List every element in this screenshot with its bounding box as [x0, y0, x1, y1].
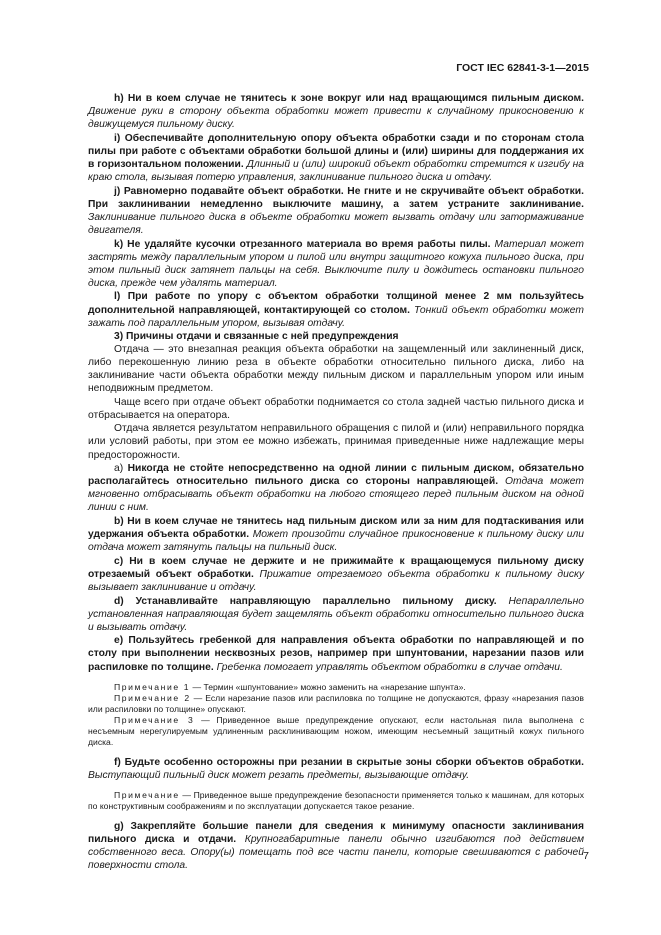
note-4: Примечание — Приведенное выше предупреждение безопасности применяется только к машинам, для которых по конструктивным соображениям и по эксплуатации допускается такое резание. — [88, 789, 584, 811]
paragraph-j: j) Равномерно подавайте объект обработки. Не гните и не скручивайте объект обработки. При заклинивании немедленно выключите машину, а затем устраните заклинивание. Заклинивание пильного диска в объекте обработки может вызвать отдачу или затормаживание двигателя. — [88, 185, 584, 236]
note-1: Примечание 1 — Термин «шпунтование» можно заменить на «нарезание шпунта». — [114, 681, 466, 692]
section-heading-kickback: 3) Причины отдачи и связанные с ней предупреждения — [114, 330, 399, 342]
paragraph-e: e) Пользуйтесь гребенкой для направления объекта обработки по направляющей и по столу при выполнении несквозных резов, например при шпунтовании, нарезании пазов или распиловке по толщине. Гребенка помогает управлять объектом обработки в случае отдачи. — [88, 635, 584, 673]
paragraph-b: b) Ни в коем случае не тянитесь над пильным диском или за ним для подтаскивания или удержания объекта обработки. Может произойти случайное прикосновение к пильному диску или отдача может затянуть пальцы на пильный диск. — [88, 516, 584, 554]
paragraph-i: i) Обеспечивайте дополнительную опору объекта обработки сзади и по сторонам стола пилы при работе с объектами обработки большой длины и (или) ширины для поддержания их в горизонтальном положении. Длинный и (или) широкий объект обработки стремится к изгибу на краю стола, вызывая потерю управления, заклинивание пильного диска и отдачу. — [88, 132, 585, 184]
paragraph-g: g) Закрепляйте большие панели для сведения к минимуму опасности заклинивания пильного диска и отдачи. Крупногабаритные панели обычно изгибаются под действием собственного веса. Опору(ы) помещать под все части панели, которые свешиваются с рабочей поверхности стола. — [88, 820, 585, 872]
note-2: Примечание 2 — Если нарезание пазов или распиловка по толщине не допускаются, фразу «нарезания пазов или распиловки по толщине» опускают. — [88, 692, 585, 714]
paragraph-c: c) Ни в коем случае не держите и не прижимайте к вращающемуся пильному диску отрезаемый объект обработки. Прижатие отрезаемого объекта обработки к пильному диску вызывает заклинивание и отдачу. — [88, 555, 585, 593]
note-3: Примечание 3 — Приведенное выше предупреждение опускают, если настольная пила выполнена с несъемным нерегулируемым удлиненным расклинивающим ножом, имеющим несъемный защитный кожух пильного диска. — [88, 714, 585, 747]
document-header: ГОСТ IEC 62841-3-1—2015 — [456, 62, 589, 74]
paragraph-h: h) Ни в коем случае не тянитесь к зоне вокруг или над вращающимся пильным диском. Движение руки в сторону объекта обработки может привести к случайному прикосновению к движущемуся пильному диску. — [88, 93, 584, 131]
paragraph-l: l) При работе по упору с объектом обработки толщиной менее 2 мм пользуйтесь дополнительной направляющей, контактирующей со столом. Тонкий объект обработки может зажать под параллельным упором, вызывая отдачу. — [88, 291, 584, 329]
paragraph-a: а) Никогда не стойте непосредственно на одной линии с пильным диском, обязательно располагайтесь относительно пильного диска со стороны направляющей. Отдача может мгновенно отбрасывать объект обработки на любого стоящего перед пильным диском на одной линии с ним. — [88, 463, 584, 514]
kickback-paragraph-2: Чаще всего при отдаче объект обработки поднимается со стола задней частью пильного диска и отбрасывается на оператора. — [88, 396, 584, 421]
page-number: 7 — [583, 850, 589, 862]
document-body — [88, 92, 584, 872]
paragraph-d: d) Устанавливайте направляющую параллельно пильному диску. Непараллельно установленная направляющая будет защемлять объект обработки относительно пильного диска и вызывать отдачу. — [88, 595, 584, 633]
paragraph-k: k) Не удаляйте кусочки отрезанного материала во время работы пилы. Материал может застрять между параллельным упором и пилой или внутри защитного кожуха пильного диска, при этом пильный диск затянет пальцы на себя. Выключите пилу и дождитесь остановки пильного диска, прежде чем удалять материал. — [88, 238, 584, 289]
kickback-paragraph-1: Отдача — это внезапная реакция объекта обработки на защемленный или заклиненный диск, либо перекошенную линию реза в объекте обработки относительно пильного диска, либо на заклинивание части объекта обработки между пильным диском и параллельным упором или иным неподвижным предметом. — [88, 343, 584, 395]
paragraph-f: f) Будьте особенно осторожны при резании в скрытые зоны сборки объектов обработки. Выступающий пильный диск может резать предметы, вызывающие отдачу. — [88, 756, 584, 781]
kickback-paragraph-3: Отдача является результатом неправильного обращения с пилой и (или) неправильного порядка или условий работы, при этом ее можно избежать, принимая приведенные ниже надлежащие меры предосторожности. — [88, 423, 584, 461]
